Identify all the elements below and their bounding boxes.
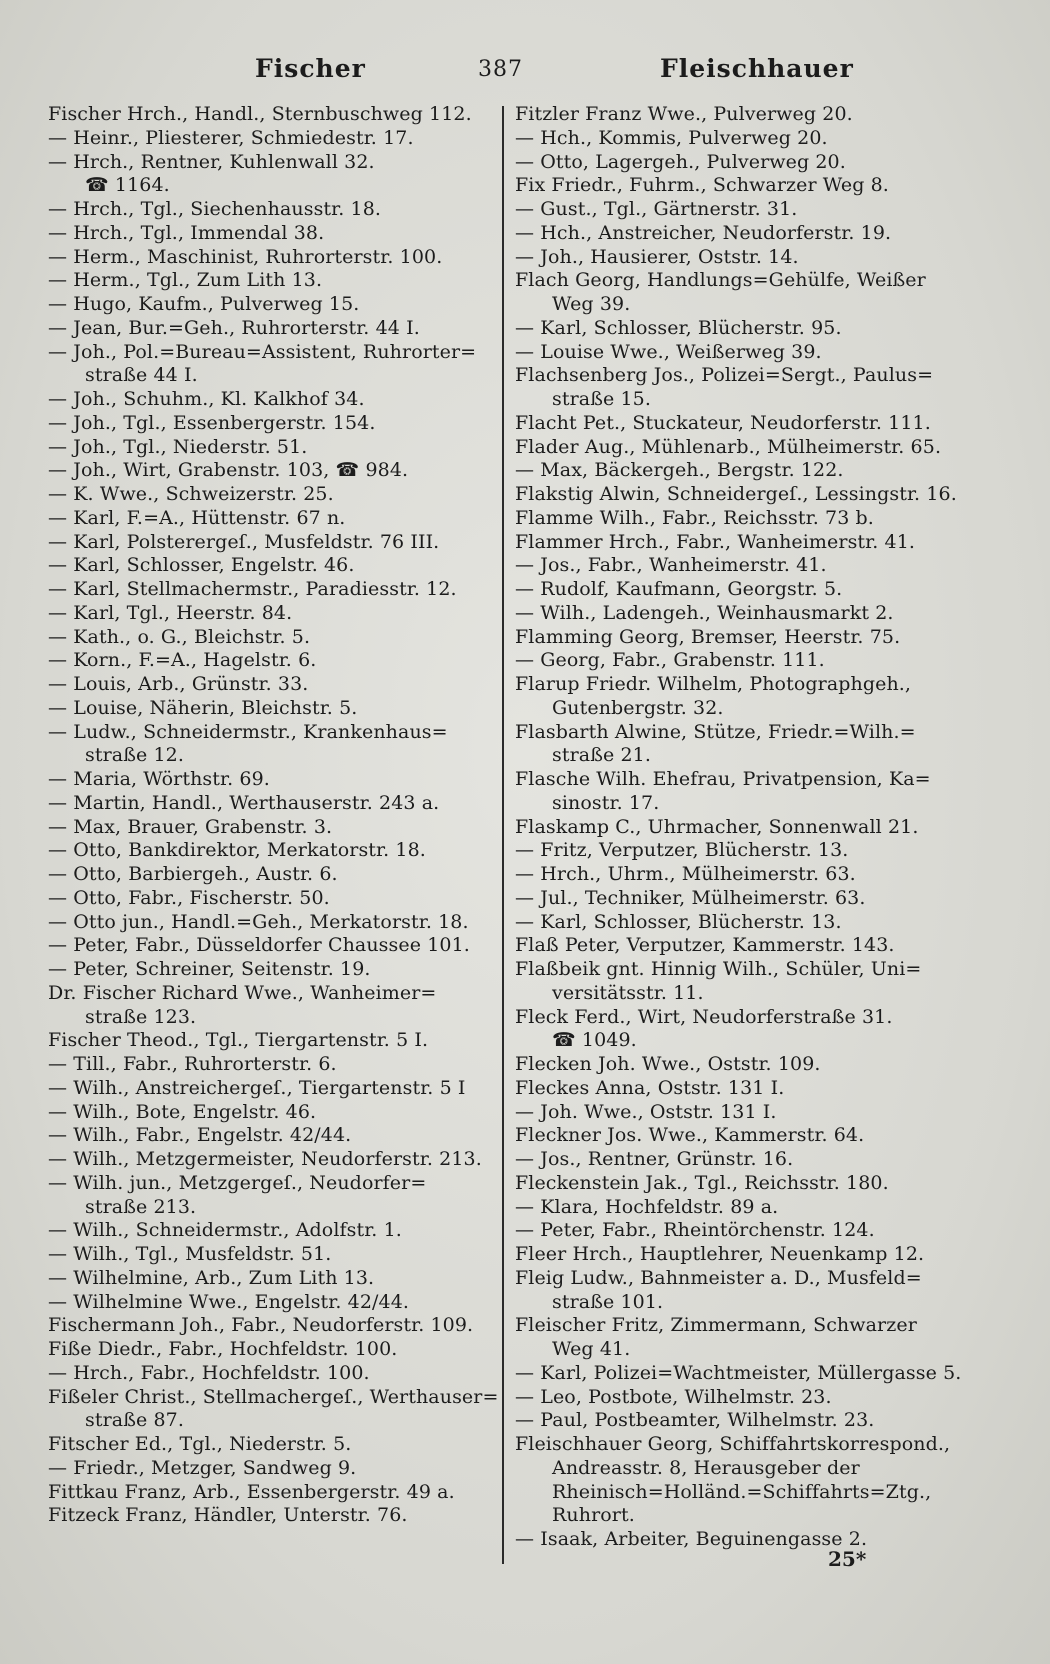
directory-entry: — Karl, Tgl., Heerstr. 84. [48, 601, 293, 624]
directory-entry: — Hch., Anstreicher, Neudorferstr. 19. [515, 221, 892, 244]
directory-entry: — Karl, Schlosser, Blücherstr. 13. [515, 910, 842, 933]
directory-entry: — Hrch., Tgl., Immendal 38. [48, 221, 325, 244]
directory-entry: — Ludw., Schneidermstr., Krankenhaus= [48, 720, 448, 743]
directory-entry: Flaß Peter, Verputzer, Kammerstr. 143. [515, 934, 895, 957]
directory-entry: Flach Georg, Handlungs=Gehülfe, Weißer [515, 269, 926, 292]
directory-entry: — Louis, Arb., Grünstr. 33. [48, 673, 309, 695]
directory-entry: — Otto jun., Handl.=Geh., Merkatorstr. 18. [48, 910, 469, 933]
directory-entry: — Heinr., Pliesterer, Schmiedestr. 17. [48, 126, 414, 149]
directory-entry: Fleck Ferd., Wirt, Neudorferstraße 31. [515, 1005, 893, 1028]
directory-entry: — Joh., Wirt, Grabenstr. 103, ☎ 984. [48, 459, 409, 482]
entry-continuation: straße 44 I. [85, 364, 198, 387]
directory-entry: — Peter, Fabr., Düsseldorfer Chaussee 101. [48, 934, 470, 957]
directory-entry: Fleischhauer Georg, Schiffahrtskorrespond., [515, 1433, 951, 1455]
directory-entry: — Karl, Polsterergeſ., Musfeldstr. 76 III. [48, 530, 440, 553]
directory-entry: — Georg, Fabr., Grabenstr. 111. [515, 649, 825, 672]
directory-entry: — Wilh., Metzgermeister, Neudorferstr. 213. [48, 1148, 482, 1170]
directory-entry: — Joh., Tgl., Niederstr. 51. [48, 435, 308, 458]
directory-entry: — Otto, Bankdirektor, Merkatorstr. 18. [48, 839, 426, 862]
directory-entry: — Hrch., Rentner, Kuhlenwall 32. [48, 150, 375, 173]
directory-entry: — Hrch., Uhrm., Mülheimerstr. 63. [515, 863, 856, 885]
directory-entry: Fleischer Fritz, Zimmermann, Schwarzer [515, 1314, 917, 1337]
directory-entry: — Till., Fabr., Ruhrorterstr. 6. [48, 1053, 337, 1075]
directory-entry: — Korn., F.=A., Hagelstr. 6. [48, 649, 317, 672]
directory-entry: — Peter, Schreiner, Seitenstr. 19. [48, 958, 371, 980]
directory-entry: — Louise Wwe., Weißerweg 39. [515, 340, 822, 363]
directory-entry: — Wilh., Schneidermstr., Adolfstr. 1. [48, 1219, 402, 1242]
directory-entry: — Otto, Fabr., Fischerstr. 50. [48, 886, 330, 909]
entry-continuation: straße 12. [85, 744, 184, 767]
entry-continuation: ☎ 1049. [552, 1029, 637, 1052]
left-column [48, 103, 499, 1528]
entry-continuation: straße 101. [552, 1290, 664, 1313]
directory-entry: — Otto, Lagergeh., Pulverweg 20. [515, 150, 846, 173]
directory-entry: Fittkau Franz, Arb., Essenbergerstr. 49 a. [48, 1480, 455, 1503]
directory-entry: Flachsenberg Jos., Polizei=Sergt., Paulus= [515, 364, 934, 387]
entry-continuation: Andreasstr. 8, Herausgeber der [552, 1456, 860, 1479]
directory-entry: — Martin, Handl., Werthauserstr. 243 a. [48, 791, 440, 814]
directory-entry: — Karl, Schlosser, Blücherstr. 95. [515, 316, 842, 339]
directory-entry: — K. Wwe., Schweizerstr. 25. [48, 483, 334, 505]
directory-entry: — Friedr., Metzger, Sandweg 9. [48, 1456, 357, 1479]
directory-entry: — Joh., Hausierer, Oststr. 14. [515, 245, 799, 268]
directory-entry: — Peter, Fabr., Rheintörchenstr. 124. [515, 1219, 875, 1242]
directory-entry: Flader Aug., Mühlenarb., Mülheimerstr. 65. [515, 435, 942, 458]
entry-continuation: sinostr. 17. [552, 791, 660, 814]
directory-entry: Fleckes Anna, Oststr. 131 I. [515, 1076, 785, 1099]
directory-entry: — Wilh., Tgl., Musfeldstr. 51. [48, 1243, 332, 1265]
directory-entry: Fix Friedr., Fuhrm., Schwarzer Weg 8. [515, 174, 889, 197]
directory-entry: Flasbarth Alwine, Stütze, Friedr.=Wilh.= [515, 720, 916, 743]
directory-entry: — Fritz, Verputzer, Blücherstr. 13. [515, 839, 849, 862]
directory-entry: — Jean, Bur.=Geh., Ruhrorterstr. 44 I. [48, 316, 420, 339]
directory-entry: — Wilhelmine, Arb., Zum Lith 13. [48, 1266, 375, 1289]
right-column [515, 103, 962, 1552]
sheet-signature: 25* [828, 1547, 867, 1571]
entry-continuation: straße 15. [552, 388, 651, 410]
directory-entry: — Wilh., Ladengeh., Weinhausmarkt 2. [515, 601, 894, 624]
directory-entry: — Karl, Stellmachermstr., Paradiesstr. 12. [48, 578, 457, 600]
directory-entry: Flaskamp C., Uhrmacher, Sonnenwall 21. [515, 815, 919, 838]
directory-entry: — Wilh. jun., Metzgergeſ., Neudorfer= [48, 1171, 427, 1194]
directory-entry: Flasche Wilh. Ehefrau, Privatpension, Ka= [515, 768, 931, 790]
directory-entry: Fleig Ludw., Bahnmeister a. D., Musfeld= [515, 1266, 922, 1289]
directory-entry: — Karl, Polizei=Wachtmeister, Müllergasse 5. [515, 1361, 962, 1384]
directory-entry: — Karl, Schlosser, Engelstr. 46. [48, 554, 355, 577]
directory-entry: — Paul, Postbeamter, Wilhelmstr. 23. [515, 1409, 875, 1432]
directory-entry: Fleer Hrch., Hauptlehrer, Neuenkamp 12. [515, 1243, 925, 1265]
directory-entry: — Herm., Maschinist, Ruhrorterstr. 100. [48, 245, 443, 268]
directory-entry: Flamming Georg, Bremser, Heerstr. 75. [515, 625, 901, 648]
directory-entry: Flarup Friedr. Wilhelm, Photographgeh., [515, 673, 912, 695]
directory-entry: — Hrch., Fabr., Hochfeldstr. 100. [48, 1361, 370, 1384]
directory-entry: — Jul., Techniker, Mülheimerstr. 63. [515, 886, 866, 909]
directory-entry: — Joh., Pol.=Bureau=Assistent, Ruhrorter= [48, 340, 477, 363]
directory-entry: — Otto, Barbiergeh., Austr. 6. [48, 863, 338, 885]
directory-entry: Fleckenstein Jak., Tgl., Reichsstr. 180. [515, 1171, 889, 1194]
entry-continuation: Weg 39. [552, 293, 631, 315]
header-left-keyword: Fischer [255, 54, 366, 83]
directory-entry: — Hrch., Tgl., Siechenhausstr. 18. [48, 198, 382, 220]
entry-continuation: Rheinisch=Holländ.=Schiffahrts=Ztg., [552, 1480, 932, 1503]
directory-entry: — Isaak, Arbeiter, Beguinengasse 2. [515, 1528, 868, 1550]
entry-continuation: Weg 41. [552, 1338, 631, 1360]
directory-entry: — Wilh., Anstreichergeſ., Tiergartenstr. 5 I [48, 1076, 466, 1099]
directory-entry: — Maria, Wörthstr. 69. [48, 768, 270, 790]
directory-entry: — Karl, F.=A., Hüttenstr. 67 n. [48, 506, 346, 529]
column-divider [502, 106, 504, 1564]
page-number: 387 [478, 57, 523, 82]
directory-entry: — Joh., Schuhm., Kl. Kalkhof 34. [48, 388, 365, 410]
directory-entry: Fiße Diedr., Fabr., Hochfeldstr. 100. [48, 1338, 398, 1360]
directory-entry: — Wilh., Fabr., Engelstr. 42/44. [48, 1124, 352, 1147]
entry-continuation: Gutenbergstr. 32. [552, 696, 724, 719]
directory-entry: Flamme Wilh., Fabr., Reichsstr. 73 b. [515, 506, 874, 529]
directory-entry: Dr. Fischer Richard Wwe., Wanheimer= [48, 981, 437, 1004]
directory-entry: — Joh., Tgl., Essenbergerstr. 154. [48, 411, 376, 434]
entry-continuation: straße 21. [552, 744, 651, 767]
entry-continuation: straße 213. [85, 1195, 197, 1218]
directory-entry: Fischer Theod., Tgl., Tiergartenstr. 5 I. [48, 1029, 429, 1052]
entry-continuation: Ruhrort. [552, 1504, 635, 1527]
directory-entry: — Wilhelmine Wwe., Engelstr. 42/44. [48, 1290, 410, 1313]
entry-continuation: straße 87. [85, 1409, 184, 1432]
directory-entry: — Klara, Hochfeldstr. 89 a. [515, 1195, 779, 1218]
directory-entry: Flammer Hrch., Fabr., Wanheimerstr. 41. [515, 530, 916, 553]
entry-continuation: ☎ 1164. [85, 174, 170, 197]
directory-entry: Fitzler Franz Wwe., Pulverweg 20. [515, 103, 853, 125]
header-right-keyword: Fleischhauer [660, 54, 854, 83]
directory-entry: — Joh. Wwe., Oststr. 131 I. [515, 1100, 777, 1123]
directory-entry: Fleckner Jos. Wwe., Kammerstr. 64. [515, 1124, 865, 1147]
entry-continuation: versitätsstr. 11. [552, 981, 704, 1004]
directory-entry: Fitscher Ed., Tgl., Niederstr. 5. [48, 1433, 352, 1455]
directory-entry: — Jos., Fabr., Wanheimerstr. 41. [515, 554, 827, 577]
directory-entry: — Herm., Tgl., Zum Lith 13. [48, 269, 323, 292]
directory-entry: — Jos., Rentner, Grünstr. 16. [515, 1148, 794, 1170]
directory-entry: Fißeler Christ., Stellmachergeſ., Werthauser= [48, 1385, 499, 1408]
directory-entry: — Kath., o. G., Bleichstr. 5. [48, 625, 311, 648]
directory-entry: Flakstig Alwin, Schneidergeſ., Lessingstr. 16. [515, 483, 957, 505]
directory-entry: Fitzeck Franz, Händler, Unterstr. 76. [48, 1504, 408, 1527]
entry-continuation: straße 123. [85, 1005, 197, 1028]
directory-entry: — Rudolf, Kaufmann, Georgstr. 5. [515, 578, 843, 600]
directory-entry: Fischer Hrch., Handl., Sternbuschweg 112. [48, 103, 472, 125]
directory-entry: Flecken Joh. Wwe., Oststr. 109. [515, 1053, 821, 1075]
directory-entry: — Max, Brauer, Grabenstr. 3. [48, 815, 333, 838]
directory-entry: Flacht Pet., Stuckateur, Neudorferstr. 111. [515, 411, 931, 434]
directory-entry: Flaßbeik gnt. Hinnig Wilh., Schüler, Uni= [515, 958, 922, 980]
directory-entry: — Gust., Tgl., Gärtnerstr. 31. [515, 198, 798, 220]
directory-entry: — Hugo, Kaufm., Pulverweg 15. [48, 293, 360, 315]
directory-entry: — Louise, Näherin, Bleichstr. 5. [48, 696, 358, 719]
directory-entry: — Leo, Postbote, Wilhelmstr. 23. [515, 1385, 832, 1408]
directory-entry: — Hch., Kommis, Pulverweg 20. [515, 126, 828, 149]
directory-entry: — Max, Bäckergeh., Bergstr. 122. [515, 459, 844, 482]
directory-entry: Fischermann Joh., Fabr., Neudorferstr. 109. [48, 1314, 474, 1337]
directory-entry: — Wilh., Bote, Engelstr. 46. [48, 1100, 317, 1123]
